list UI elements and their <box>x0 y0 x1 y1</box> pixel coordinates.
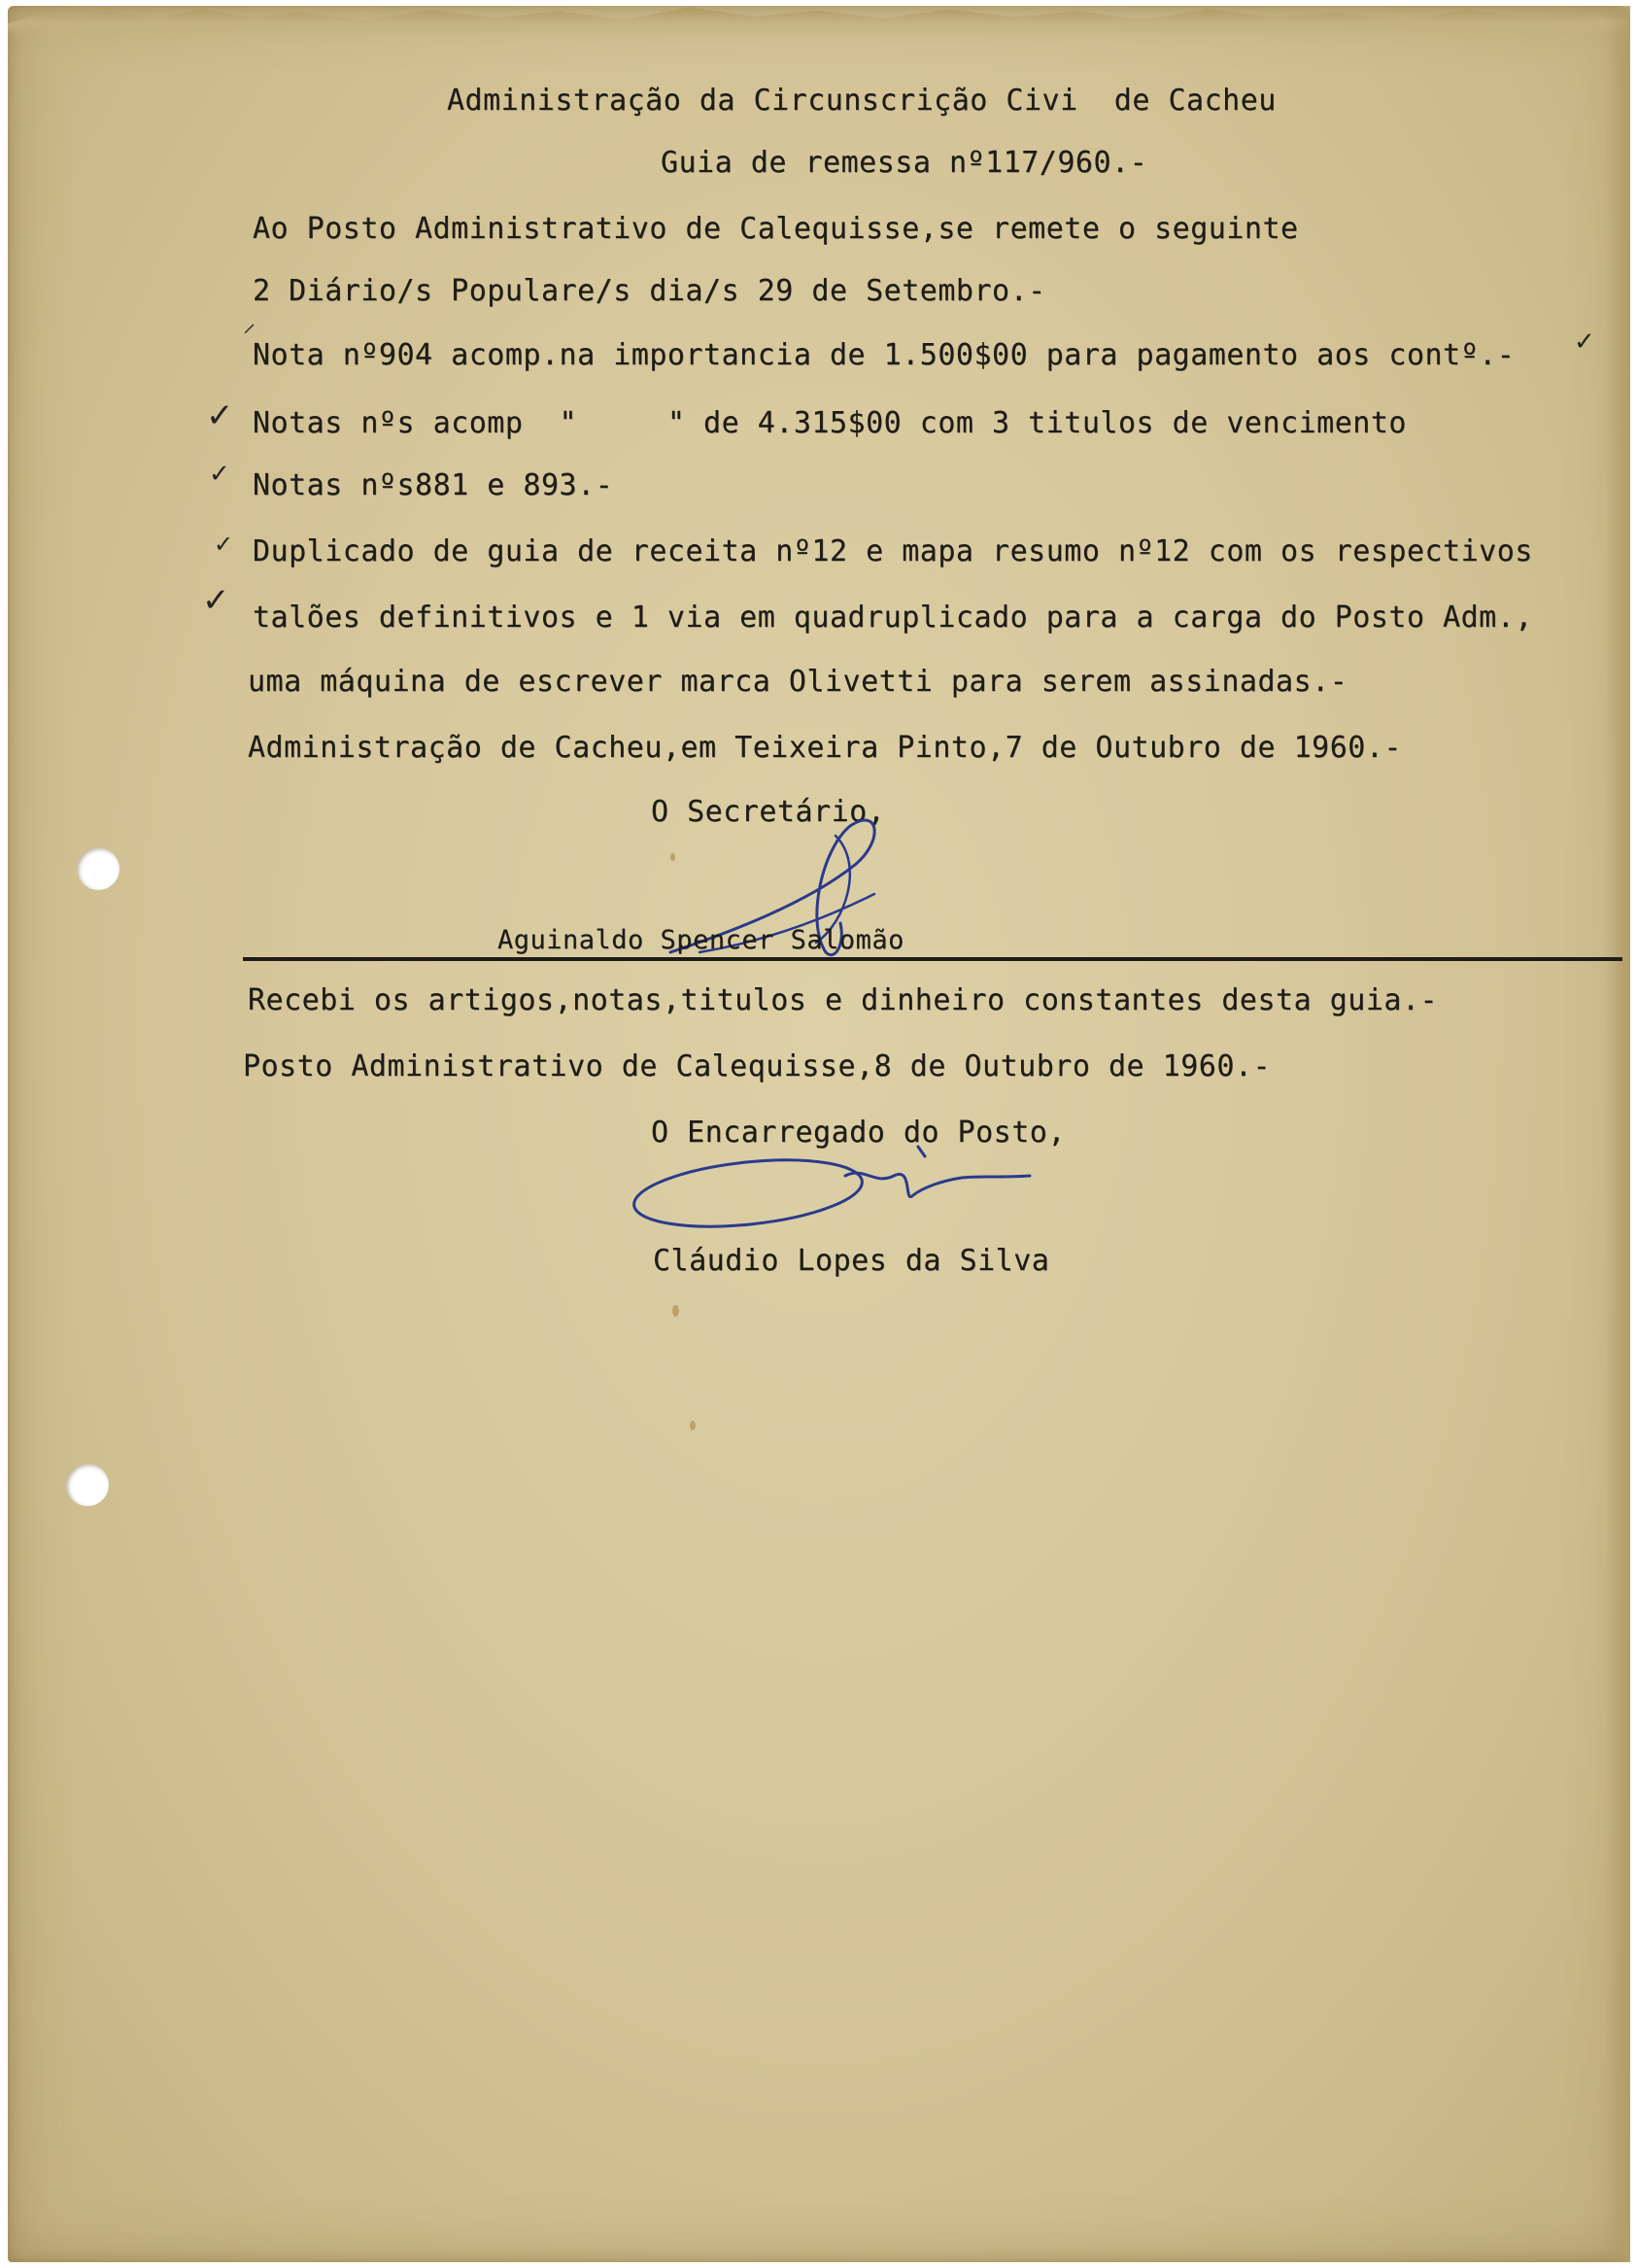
receiver-signature <box>622 1127 1059 1254</box>
document-header: Administração da Circunscrição Civi de Cacheu <box>447 84 1277 118</box>
signatory-title: O Secretário, <box>651 795 886 829</box>
check-mark-icon: ⸍ <box>243 320 256 349</box>
body-line: Administração de Cacheu,em Teixeira Pinto,7 de Outubro de 1960.- <box>248 731 1402 765</box>
punch-hole-upper <box>77 847 119 890</box>
ink-stain <box>672 1305 679 1317</box>
check-mark-icon: ✓ <box>209 460 230 489</box>
check-mark-icon: ✓ <box>1574 327 1595 357</box>
receipt-line: Posto Administrativo de Calequisse,8 de Outubro de 1960.- <box>243 1049 1272 1083</box>
section-divider-line <box>243 957 1622 961</box>
browned-right-edge <box>1605 6 1630 2262</box>
punch-hole-lower <box>66 1463 109 1506</box>
ink-stain <box>690 1421 696 1430</box>
check-mark-icon: ✓ <box>214 531 234 558</box>
body-line: Duplicado de guia de receita nº12 e mapa resumo nº12 com os respectivos <box>253 534 1533 568</box>
check-mark-icon: ✓ <box>202 581 230 620</box>
body-line: Nota nº904 acomp.na importancia de 1.500$00 para pagamento aos contº.- <box>253 338 1516 372</box>
body-line: Notas nºs881 e 893.- <box>253 468 614 502</box>
body-line: 2 Diário/s Populare/s dia/s 29 de Setembro.- <box>253 274 1046 308</box>
receiver-title: O Encarregado do Posto, <box>651 1116 1066 1150</box>
body-line: uma máquina de escrever marca Olivetti para serem assinadas.- <box>248 665 1348 699</box>
body-line: talões definitivos e 1 via em quadruplicado para a carga do Posto Adm., <box>253 601 1533 635</box>
receipt-line: Recebi os artigos,notas,titulos e dinheiro constantes desta guia.- <box>248 983 1439 1017</box>
body-line: Notas nºs acomp " " de 4.315$00 com 3 titulos de vencimento <box>253 406 1407 440</box>
receiver-name: Cláudio Lopes da Silva <box>653 1244 1050 1278</box>
body-line: Ao Posto Administrativo de Calequisse,se remete o seguinte <box>253 212 1299 246</box>
check-mark-icon: ✓ <box>206 396 234 435</box>
signatory-name: Aguinaldo Spencer Salomão <box>497 925 904 955</box>
document-title: Guia de remessa nº117/960.- <box>661 146 1148 180</box>
